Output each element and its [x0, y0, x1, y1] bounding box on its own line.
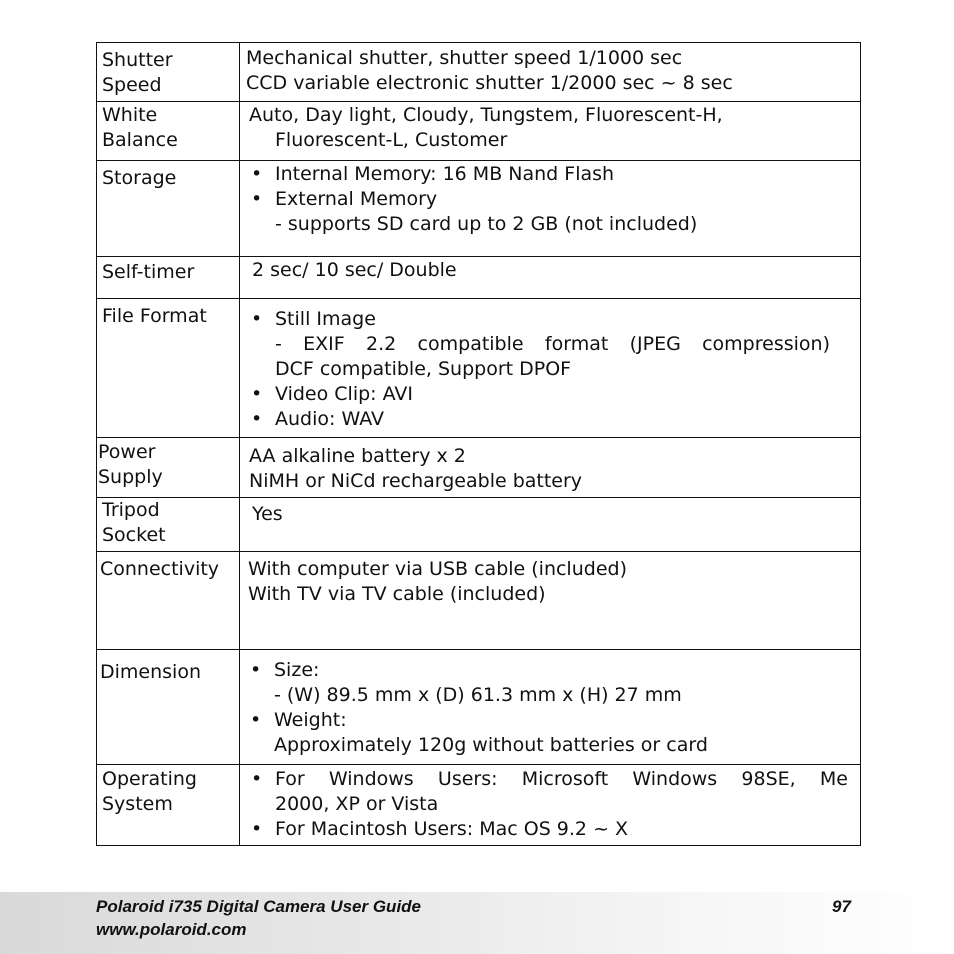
- spec-row-connectivity: [97, 552, 861, 650]
- spec-row-shutter-speed: [97, 43, 861, 102]
- spec-value: [240, 765, 861, 846]
- bullet-item: • External Memory: [249, 187, 854, 212]
- bullet-item: • Internal Memory: 16 MB Nand Flash: [249, 162, 854, 187]
- sub-item: DCF compatible, Support DPOF: [275, 358, 572, 380]
- value-line: NiMH or NiCd rechargeable battery: [249, 470, 583, 492]
- spec-value: [240, 650, 861, 765]
- spec-label: [97, 438, 240, 498]
- spec-label: [97, 552, 240, 650]
- label-line: System: [102, 793, 173, 815]
- spec-value: [240, 43, 861, 102]
- spec-label: [97, 43, 240, 102]
- label-line: Connectivity: [100, 558, 220, 580]
- label-line: Dimension: [100, 661, 201, 683]
- sub-item: - supports SD card up to 2 GB (not included): [275, 213, 698, 235]
- label-line: File Format: [102, 305, 207, 327]
- footer-title: Polaroid i735 Digital Camera User Guide: [96, 897, 422, 916]
- value-line: Mechanical shutter, shutter speed 1/1000 sec: [246, 47, 683, 69]
- label-line: Shutter: [102, 49, 173, 71]
- sub-item: - EXIF 2.2 compatible format (JPEG compression): [275, 333, 830, 355]
- spec-label: [97, 257, 240, 299]
- sub-item: - (W) 89.5 mm x (D) 61.3 mm x (H) 27 mm: [274, 684, 682, 706]
- bullet-item: • Video Clip: AVI: [249, 382, 830, 407]
- bullet-item: • Still Image: [249, 307, 830, 332]
- spec-row-file-format: [97, 299, 861, 438]
- label-line: Balance: [102, 129, 178, 151]
- bullet-continuation: 2000, XP or Vista: [275, 793, 439, 815]
- spec-value: [240, 552, 861, 650]
- specifications-table: [96, 42, 861, 846]
- spec-row-power-supply: [97, 438, 861, 498]
- label-line: Supply: [98, 466, 163, 488]
- spec-value: [240, 498, 861, 552]
- bullet-item: • For Windows Users: Microsoft Windows 98SE, Me: [249, 767, 848, 792]
- sub-item: Approximately 120g without batteries or card: [274, 734, 708, 756]
- label-line: Socket: [102, 524, 166, 546]
- value-line: Fluorescent-L, Customer: [275, 129, 508, 151]
- spec-row-storage: [97, 161, 861, 257]
- spec-label: [97, 102, 240, 161]
- value-line: 2 sec/ 10 sec/ Double: [252, 259, 457, 281]
- value-line: Yes: [252, 503, 283, 525]
- label-line: Speed: [102, 74, 162, 96]
- spec-label: [97, 498, 240, 552]
- label-line: Self-timer: [102, 261, 195, 283]
- value-line: With computer via USB cable (included): [248, 558, 627, 580]
- spec-row-dimension: [97, 650, 861, 765]
- bullet-item: • Size:: [248, 658, 854, 683]
- label-line: Storage: [102, 167, 177, 189]
- page-number: 97: [832, 897, 851, 916]
- spec-row-operating-system: [97, 765, 861, 846]
- spec-label: [97, 765, 240, 846]
- value-line: With TV via TV cable (included): [248, 583, 546, 605]
- label-line: Tripod: [102, 499, 160, 521]
- spec-label: [97, 161, 240, 257]
- spec-value: [240, 102, 861, 161]
- value-line: CCD variable electronic shutter 1/2000 sec ~ 8 sec: [246, 72, 733, 94]
- value-line: AA alkaline battery x 2: [249, 445, 466, 467]
- label-line: Power: [98, 441, 156, 463]
- spec-label: [97, 650, 240, 765]
- spec-row-white-balance: [97, 102, 861, 161]
- page-footer: [0, 892, 954, 954]
- spec-value: [240, 257, 861, 299]
- label-line: Operating: [102, 768, 197, 790]
- bullet-item: • Weight:: [248, 708, 854, 733]
- spec-row-self-timer: [97, 257, 861, 299]
- spec-label: [97, 299, 240, 438]
- value-line: Auto, Day light, Cloudy, Tungstem, Fluorescent-H,: [249, 104, 723, 126]
- label-line: White: [102, 104, 158, 126]
- bullet-item: • For Macintosh Users: Mac OS 9.2 ~ X: [249, 817, 848, 842]
- spec-value: [240, 438, 861, 498]
- footer-url: www.polaroid.com: [96, 920, 247, 939]
- bullet-item: • Audio: WAV: [249, 407, 830, 432]
- spec-row-tripod-socket: [97, 498, 861, 552]
- spec-value: [240, 299, 861, 438]
- spec-value: [240, 161, 861, 257]
